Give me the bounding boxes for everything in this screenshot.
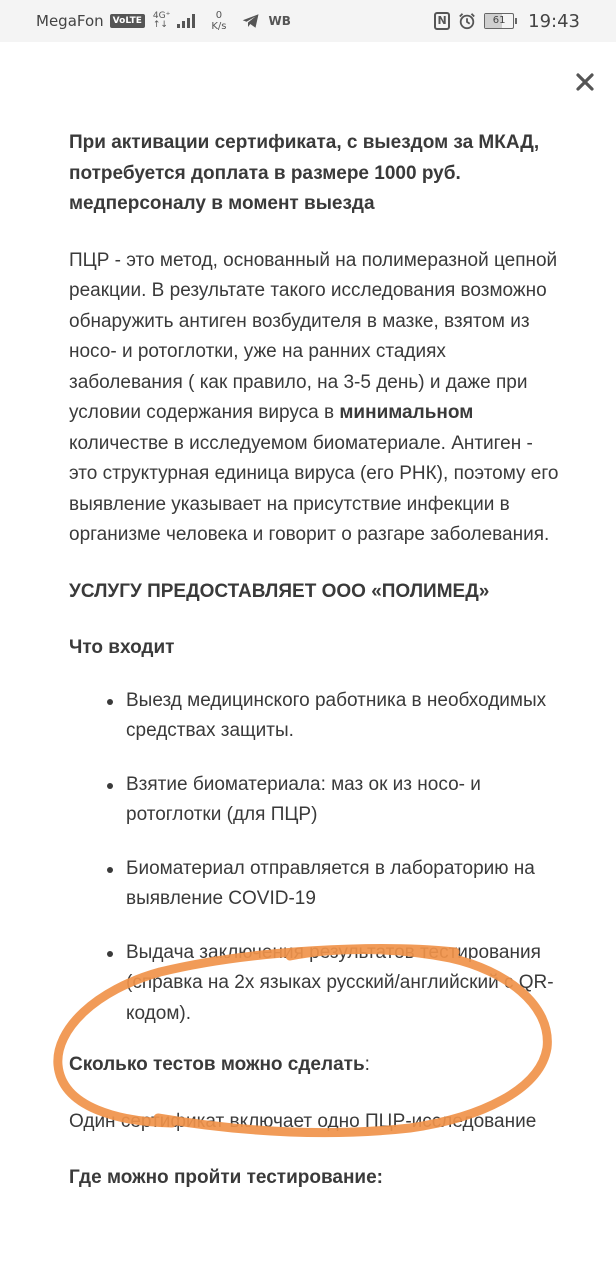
volte-icon: VoLTE xyxy=(110,14,145,28)
speed-unit: K/s xyxy=(211,21,227,32)
battery-icon xyxy=(484,13,514,29)
network-type xyxy=(153,12,170,30)
pcr-description-part2: количестве в исследуемом биоматериале. Антиген - это структурная единица вируса (его РНК), поэтому его выявление указывает на присутствие инфекции в организме человека и говорит о разгаре заболевания. xyxy=(69,432,559,545)
included-list xyxy=(69,686,564,1030)
alarm-icon xyxy=(458,12,476,30)
list-item: Биоматериал отправляется в лабораторию на выявление COVID-19 xyxy=(126,854,564,915)
battery-level: 61 xyxy=(492,15,506,26)
included-heading: Что входит xyxy=(69,637,175,658)
list-item: Взятие биоматериала: маз ок из носо- и ротоглотки (для ПЦР) xyxy=(126,770,564,831)
where-heading: Где можно пройти тестирование: xyxy=(69,1167,384,1188)
provider-heading: УСЛУГУ ПРЕДОСТАВЛЯЕТ ООО «ПОЛИМЕД» xyxy=(69,580,490,602)
clock: 19:43 xyxy=(528,10,580,32)
tests-heading-line xyxy=(69,1050,564,1081)
intro-notice: При активации сертификата, с выездом за МКАД, потребуется доплата в размере 1000 руб. медперсоналу в момент выезда xyxy=(69,132,540,214)
pcr-description-bold: минимальном xyxy=(339,402,474,423)
list-item: Выдача заключения результатов тестирования (справка на 2х языках русский/английский с QR-кодом). xyxy=(126,938,564,1030)
tests-heading-colon: : xyxy=(364,1054,370,1075)
network-activity: ↑↓ xyxy=(152,20,168,30)
telegram-icon xyxy=(242,13,260,29)
nfc-icon: N xyxy=(434,12,450,30)
status-bar xyxy=(0,0,616,42)
carrier-name: MegaFon xyxy=(36,12,104,30)
pcr-description xyxy=(69,246,564,551)
tests-text: Один сертификат включает одно ПЦР-исследование xyxy=(69,1110,537,1132)
wb-notification-icon: WB xyxy=(268,14,291,28)
network-type-label: 4G⁺ xyxy=(152,11,171,21)
list-item: Выезд медицинского работника в необходимых средствах защиты. xyxy=(126,686,564,747)
pcr-description-part1: ПЦР - это метод, основанный на полимеразной цепной реакции. В результате такого исследования возможно обнаружить антиген возбудителя в мазке, взятом из носо- и ротоглотки, уже на ранних стадиях заболевания ( как правило, на 3-5 день) и даже при условии содержания вируса в xyxy=(69,249,558,423)
tests-heading: Сколько тестов можно сделать xyxy=(69,1054,365,1075)
speed-value: 0 xyxy=(215,10,223,21)
certificate-details xyxy=(69,128,564,1194)
status-bar-right xyxy=(434,0,580,42)
signal-icon xyxy=(177,14,195,28)
network-speed xyxy=(211,10,226,32)
close-icon[interactable] xyxy=(574,71,596,93)
status-bar-left xyxy=(36,0,291,42)
